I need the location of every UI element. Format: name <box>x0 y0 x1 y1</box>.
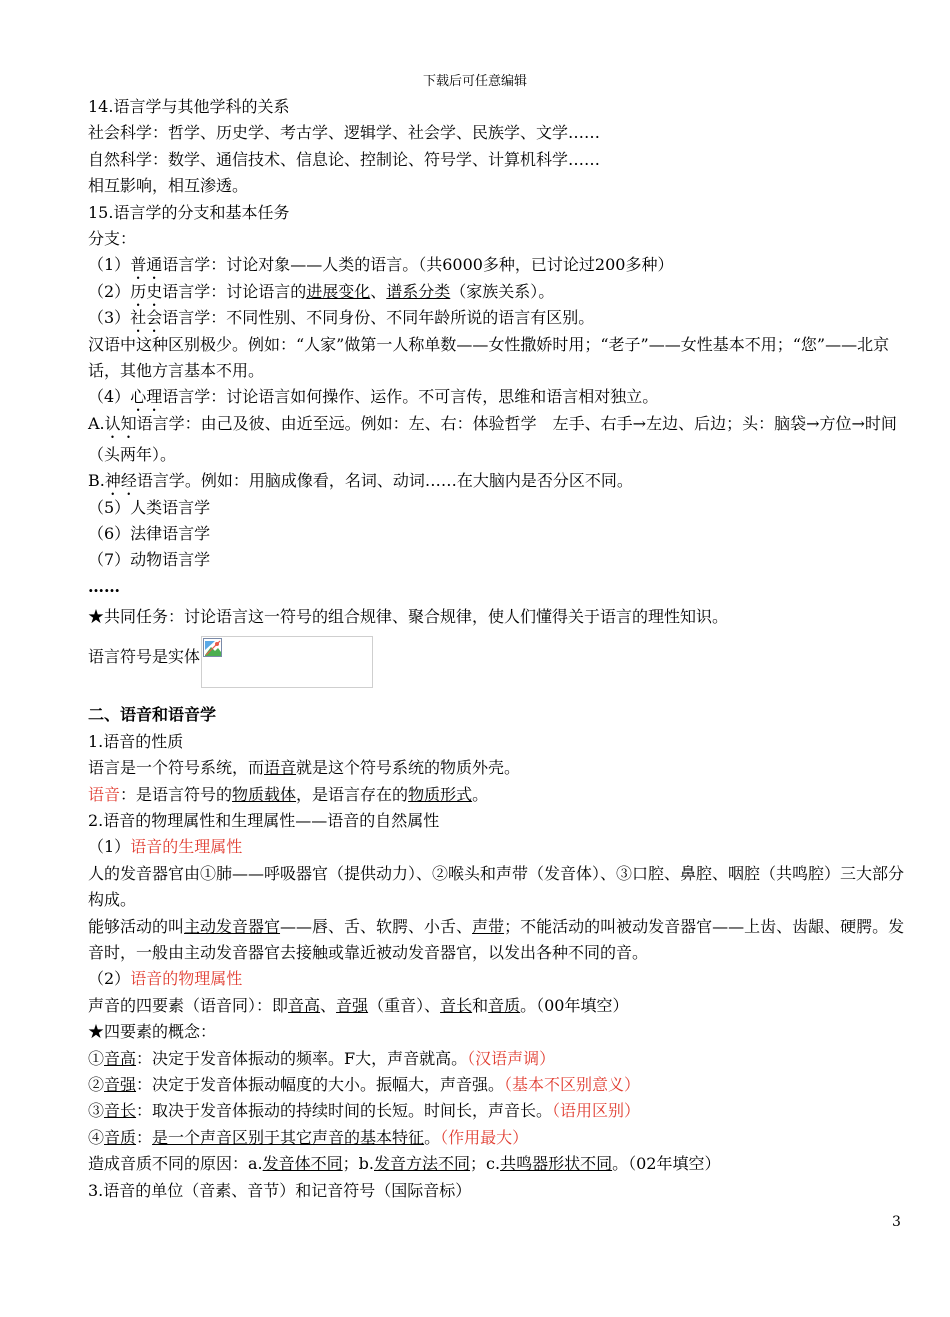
emphasis-text: 历史 <box>130 281 163 301</box>
branch-number: （2） <box>88 281 131 301</box>
concept-intensity <box>88 1072 906 1098</box>
emphasis-text: 认知 <box>104 413 137 433</box>
section-15-title: 15.语言学的分支和基本任务 <box>88 202 290 222</box>
branch-sociolinguistics <box>88 305 906 331</box>
emphasis-text: 神经 <box>104 471 137 491</box>
text: ；不能活动的叫被动发音器官——上齿、齿龈、硬腭。发音时，一般由主动发音器官去接触或靠近被动发音器官，以发出各种不同的音。 <box>88 916 905 963</box>
text: ：是语言符号的 <box>120 784 233 804</box>
page-header: 下载后可任意编辑 <box>422 74 527 89</box>
red-note: （基本不区别意义） <box>504 1075 641 1094</box>
concept-timbre <box>88 1125 906 1151</box>
section-2-title: 2.语音的物理属性和生理属性——语音的自然属性 <box>88 811 440 831</box>
underlined-term: 音质 <box>104 1127 137 1147</box>
red-term: 语音的物理属性 <box>130 969 243 989</box>
text: 。 <box>472 784 489 804</box>
red-term: 语音的生理属性 <box>130 837 243 857</box>
text: 声音的四要素（语音同）：即 <box>88 995 289 1015</box>
text: ，是语言存在的 <box>296 784 409 804</box>
underlined-term: 发音方法不同 <box>374 1154 471 1174</box>
social-sciences-line: 社会科学：哲学、历史学、考古学、逻辑学、社会学、民族学、文学…… <box>88 123 601 143</box>
text: 。 <box>424 1127 441 1147</box>
section-1-title: 1.语音的性质 <box>88 731 184 751</box>
underlined-term: 主动发音器官 <box>184 916 281 936</box>
text: 。（00年填空） <box>520 995 629 1015</box>
text: ——唇、舌、软腭、小舌、 <box>280 916 473 936</box>
branch-text: 语言学：讨论语言如何操作、运作。不可言传，思维和语言相对独立。 <box>162 387 659 407</box>
underlined-term: 音强 <box>104 1075 137 1094</box>
sub-number: （2） <box>88 969 131 989</box>
text: ；c. <box>470 1154 501 1174</box>
underlined-term: 声带 <box>472 916 505 936</box>
red-term: 语音 <box>88 784 121 804</box>
emphasis-text: 普通 <box>130 255 163 275</box>
four-elements-line <box>88 993 906 1019</box>
underlined-term: 是一个声音区别于其它声音的基本特征 <box>152 1127 425 1147</box>
branch-text: 语言学。例如：用脑成像看，名词、动词……在大脑内是否分区不同。 <box>136 471 633 491</box>
concept-pitch <box>88 1046 906 1072</box>
underlined-term: 音高 <box>288 995 321 1015</box>
underlined-term: 音长 <box>104 1101 137 1121</box>
page-content <box>88 94 906 1204</box>
underlined-term: 谱系分类 <box>386 281 451 301</box>
underlined-term: 物质形式 <box>408 784 473 804</box>
natural-sciences-line: 自然科学：数学、通信技术、信息论、控制论、符号学、计算机科学…… <box>88 149 601 169</box>
organs-paragraph <box>56 861 906 914</box>
branch-text: 语言学：讨论对象——人类的语言。（共6000多种，已讨论过200多种） <box>162 255 674 275</box>
branch-zoosemiotics: （7）动物语言学 <box>88 550 211 570</box>
speech-nature-p2 <box>88 782 906 808</box>
underlined-term: 音长 <box>440 995 473 1015</box>
branch-number: （3） <box>88 308 131 328</box>
branch-text: 语言学：由己及彼、由近至远。例如：左、右：体验哲学 左手、右手→左边、后边；头：脑袋→方位→时间（头两年）。 <box>88 413 897 464</box>
section-3-title: 3.语音的单位（音素、音节）和记音符号（国际音标） <box>88 1180 472 1200</box>
emphasis-text: 心理 <box>130 387 163 407</box>
text: 和 <box>472 995 489 1015</box>
text: ：决定于发音体振动幅度的大小。振幅大，声音强。 <box>136 1075 505 1094</box>
concept-length <box>88 1098 906 1124</box>
text: 人的发音器官由①肺——呼吸器官（提供动力）、②喉头和声带（发音体）、③口腔、鼻腔、咽腔（共鸣腔）三大部分构成。 <box>88 863 905 910</box>
separator: 、 <box>320 995 337 1015</box>
circled-number: ① <box>88 1048 105 1068</box>
underlined-term: 音质 <box>488 995 521 1015</box>
circled-number: ② <box>88 1075 105 1094</box>
text: 就是这个符号系统的物质外壳。 <box>296 758 521 778</box>
red-note: （语用区别） <box>552 1101 641 1121</box>
branch-text: 语言学：讨论语言的 <box>162 281 307 301</box>
speech-nature-p1 <box>88 755 906 781</box>
circled-number: ③ <box>88 1101 105 1121</box>
branch-text: 语言学：不同性别、不同身份、不同年龄所说的语言有区别。 <box>162 308 595 328</box>
broken-image-icon <box>203 638 223 658</box>
branch-text: （家族关系）。 <box>450 281 555 301</box>
common-task-line: ★共同任务：讨论语言这一符号的组合规律、聚合规律，使人们懂得关于语言的理性知识。 <box>88 607 729 627</box>
red-note: （汉语声调） <box>467 1048 556 1068</box>
branch-psycholinguistics <box>88 384 906 410</box>
underlined-term: 进展变化 <box>306 281 371 301</box>
example-text: 汉语中这种区别极少。例如：“人家”做第一人称单数——女性撒娇时用；“老子”——女性基本不用；“您”——北京话，其他方言基本不用。 <box>88 334 890 380</box>
branch-general-linguistics <box>88 252 906 278</box>
cognitive-linguistics <box>56 411 906 468</box>
text: （重音）、 <box>368 995 441 1015</box>
active-organs-paragraph <box>56 914 906 967</box>
broken-image-placeholder <box>201 636 373 688</box>
section-14-title: 14.语言学与其他学科的关系 <box>88 97 290 116</box>
neurolinguistics <box>88 468 906 494</box>
entity-line <box>88 636 906 692</box>
underlined-term: 共鸣器形状不同 <box>500 1154 613 1174</box>
text: 能够活动的叫 <box>88 916 185 936</box>
branch-number: （4） <box>88 387 131 407</box>
mutual-influence-line: 相互影响，相互渗透。 <box>88 176 249 196</box>
separator: 、 <box>370 281 387 301</box>
page-number: 3 <box>892 1214 901 1230</box>
red-note: （作用最大） <box>440 1127 529 1147</box>
branch-forensic: （6）法律语言学 <box>88 523 211 543</box>
separator: ： <box>136 1127 153 1147</box>
text: ：决定于发音体振动的频率。F大，声音就高。 <box>136 1048 468 1068</box>
branch-number: （1） <box>88 255 131 275</box>
text: 。（02年填空） <box>612 1154 721 1174</box>
text: 造成音质不同的原因：a. <box>88 1154 263 1174</box>
text: 语言是一个符号系统，而 <box>88 758 265 778</box>
physical-heading <box>88 966 906 992</box>
sociolinguistics-example <box>56 332 906 385</box>
chapter-2-heading: 二、语音和语音学 <box>88 705 217 725</box>
branch-historical-linguistics <box>88 279 906 305</box>
four-elements-concept: ★四要素的概念： <box>88 1022 217 1042</box>
underlined-term: 发音体不同 <box>262 1154 343 1174</box>
ellipsis-line: …… <box>88 576 120 596</box>
branch-anthropological: （5）人类语言学 <box>88 497 211 517</box>
underlined-term: 语音 <box>264 758 297 778</box>
timbre-causes-line <box>88 1151 906 1177</box>
branches-label: 分支： <box>88 228 137 248</box>
circled-number: ④ <box>88 1127 105 1147</box>
sub-number: （1） <box>88 837 131 857</box>
sub-letter: A. <box>88 413 105 433</box>
underlined-term: 物质载体 <box>232 784 297 804</box>
sub-letter: B. <box>88 471 105 491</box>
underlined-term: 音强 <box>336 995 369 1015</box>
physiological-heading <box>88 834 906 860</box>
text: ：取决于发音体振动的持续时间的长短。时间长，声音长。 <box>136 1101 553 1121</box>
text: ；b. <box>342 1154 374 1174</box>
entity-text: 语言符号是实体 <box>88 647 201 667</box>
underlined-term: 音高 <box>104 1048 137 1068</box>
emphasis-text: 社会 <box>130 308 163 328</box>
